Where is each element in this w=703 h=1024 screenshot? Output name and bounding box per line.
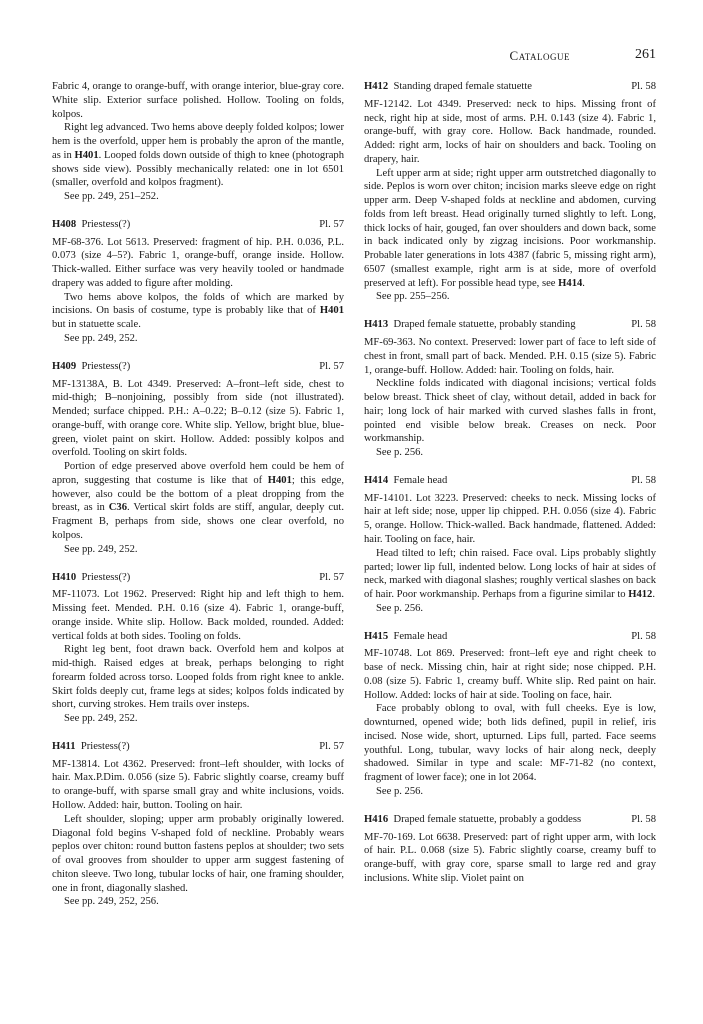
see-reference: See p. 256. bbox=[376, 602, 424, 614]
entry-title: Standing draped female statuette bbox=[393, 81, 532, 92]
paragraph: Right leg advanced. Two hems above deeply folded kolpos; lower hem is the overfold, upper hem is probably the apron of the mantle, as in H401. Looped folds down outside of thigh to knee (photograph shows side view). Possibly mechanically related: one in lot 6501 (smaller, overfold and kolpos fragment). bbox=[52, 122, 344, 189]
paragraph: Portion of edge preserved above overfold hem could be hem of apron, suggesting that costume is like that of H401; this edge, however, also could be the bottom of a pleat dropping from the breast, as in C36. Vertical skirt folds are stiff, angular, deeply cut. Fragment B, perhaps from side, shows one clear overfold, no kolpos. bbox=[52, 461, 344, 541]
catalogue-entry bbox=[52, 360, 344, 557]
paragraph: Head tilted to left; chin raised. Face oval. Lips probably slightly parted; lower lip full, indented below. Long locks of hair at sides of neck, marked with diagonal slashes; roughly vertical slashes on back of hair. Poor workmanship. Perhaps from a figurine similar to H412. bbox=[364, 547, 656, 601]
entry-heading bbox=[52, 571, 344, 585]
page-header bbox=[52, 48, 656, 68]
paragraph: Face probably oblong to oval, with full cheeks. Eye is low, downturned, opened wide; both lids defined, pupil in relief, iris incised. Nose wide, short, upturned. Lips full, parted. Face seems youthful. Long, tubular, wavy locks of hair along neck, deeply shadowed. Similar in type and scale: MF-71-82 (no context, fragment of lower face); one in lot 2064. bbox=[364, 703, 656, 784]
entry-id: H414 bbox=[364, 474, 389, 486]
entry-heading bbox=[52, 740, 344, 754]
paragraph: Two hems above kolpos, the folds of which are marked by incisions. On basis of costume, type is probably like that of H401 but in statuette scale. bbox=[52, 291, 344, 331]
entry-heading bbox=[364, 318, 656, 332]
see-reference: See p. 256. bbox=[376, 785, 424, 797]
entry-heading bbox=[52, 218, 344, 232]
running-head: Catalogue bbox=[509, 48, 570, 63]
entry-title: Draped female statuette, probably standing bbox=[393, 319, 576, 331]
plate-reference: Pl. 57 bbox=[319, 740, 344, 752]
plate-reference: Pl. 58 bbox=[631, 319, 656, 331]
paragraph: Right leg bent, foot drawn back. Overfold hem and kolpos at mid-thigh. Raised edges at break, perhaps belonging to right forearm folded across torso. Looped folds from right knee to ankle. Skirt folds deeply cut, frame legs at sides; kolpos folds indicated by short, curving strokes. Hem trails over insteps. bbox=[52, 644, 344, 711]
paragraph: Left shoulder, sloping; upper arm probably originally lowered. Diagonal fold begins V-shaped fold of neckline. Probably wears peplos over chiton: round button fastens peplos at shoulder; two sets of oval grooves from shoulder to upper arm suggest fastening of chiton sleeve. Two long, tubular locks of hair, one framing shoulder, one in front, diagonally slashed. bbox=[52, 813, 344, 894]
catalogue-entry bbox=[364, 813, 656, 886]
plate-reference: Pl. 58 bbox=[631, 813, 656, 825]
entry-title: Draped female statuette, probably a goddess bbox=[393, 813, 582, 825]
see-reference: See pp. 249, 252. bbox=[64, 543, 138, 555]
entry-id: H416 bbox=[364, 813, 389, 825]
entry-id: H412 bbox=[364, 81, 389, 92]
paragraph: MF-13814. Lot 4362. Preserved: front–left shoulder, with locks of hair. Max.P.Dim. 0.056 (size 5). Fabric slightly coarse, creamy buff to orange-buff, with sparse small gray and white inclusions, voids. Hollow. Added: hair, button. Tooling on hair. bbox=[52, 758, 344, 811]
entry-id: H410 bbox=[52, 571, 77, 583]
plate-reference: Pl. 57 bbox=[319, 218, 344, 230]
catalogue-entry bbox=[364, 80, 656, 304]
see-reference: See pp. 249, 252. bbox=[64, 333, 138, 345]
entry-heading bbox=[364, 474, 656, 488]
catalogue-entry bbox=[52, 740, 344, 909]
entry-heading bbox=[364, 813, 656, 827]
entry-title: Female head bbox=[393, 474, 448, 486]
paragraph: Left upper arm at side; right upper arm outstretched diagonally to side. Peplos is worn over chiton; incision marks sleeve edge on right upper arm. Deep V-shaped folds at neckline and abdomen, curving folds from left breast. Head originally turned slightly to left. Long, thick locks of hair, gouged, fan over shoulders and down back, some in back indicated only by zigzag incisions. Poor workmanship. Probable later generations in lots 4387 (fabric 5, missing right arm), 6507 (smallest example, right arm is at side, more of overfold preserved at left). For possible head type, see H414. bbox=[364, 167, 656, 289]
entry-id: H413 bbox=[364, 319, 389, 331]
entry-heading bbox=[52, 360, 344, 374]
see-reference: See pp. 249, 252. bbox=[64, 713, 138, 725]
plate-reference: Pl. 57 bbox=[319, 571, 344, 583]
plate-reference: Pl. 58 bbox=[631, 474, 656, 486]
paragraph: Fabric 4, orange to orange-buff, with orange interior, blue-gray core. White slip. Exterior surface polished. Hollow. Tooling on folds, kolpos. bbox=[52, 81, 344, 120]
page-number: 261 bbox=[635, 47, 656, 62]
entry-id: H411 bbox=[52, 740, 76, 752]
see-reference: See p. 256. bbox=[376, 447, 424, 459]
see-reference: See pp. 255–256. bbox=[376, 291, 450, 303]
paragraph: MF-12142. Lot 4349. Preserved: neck to hips. Missing front of neck, right hip at side, most of arms. P.H. 0.143 (size 4). Fabric 1, orange-buff, with gray core. Hollow. Back handmade, rounded. Added: right arm, locks of hair on shoulders and back. Tooling on drapery, hair. bbox=[364, 98, 656, 165]
entry-title: Priestess(?) bbox=[81, 218, 131, 230]
see-reference: See pp. 249, 252, 256. bbox=[64, 896, 159, 908]
entry-title: Priestess(?) bbox=[81, 360, 131, 372]
paragraph: MF-70-169. Lot 6638. Preserved: part of right upper arm, with lock of hair. P.L. 0.068 (size 5). Fabric slightly coarse, creamy buff to orange-buff, with gray core, sparse small to large red and gray inclusions. White slip. Violet paint on bbox=[364, 831, 656, 884]
catalogue-entry bbox=[364, 318, 656, 460]
paragraph: MF-10748. Lot 869. Preserved: front–left eye and right cheek to base of neck. Missing chin, hair at right side; nose chipped. P.H. 0.08 (size 5). Fabric 1, creamy buff. White slip. Red paint on hair. Hollow. Added: locks of hair at side. Tooling on face, hair. bbox=[364, 648, 656, 701]
entry-id: H415 bbox=[364, 630, 389, 642]
catalogue-entry bbox=[52, 571, 344, 726]
paragraph: MF-68-376. Lot 5613. Preserved: fragment of hip. P.H. 0.036, P.L. 0.073 (size 4–5?). Fabric 1, orange-buff, orange inside. Hollow. Thick-walled. Either surface was very heavily tooled or handmade drapery was added to figure after molding. bbox=[52, 236, 344, 289]
entry-id: H408 bbox=[52, 218, 77, 230]
entry-id: H409 bbox=[52, 360, 77, 372]
entry-title: Female head bbox=[393, 630, 448, 642]
entry-heading bbox=[364, 80, 656, 94]
paragraph: Neckline folds indicated with diagonal incisions; vertical folds below breast. Thick sheet of clay, without detail, added in back for hair; long lock of hair marked with curved slashes falls in front, pointed end visible below break. Creases on neck. Poor workmanship. bbox=[364, 378, 656, 445]
plate-reference: Pl. 58 bbox=[631, 81, 656, 92]
left-column bbox=[52, 80, 344, 909]
paragraph: MF-13138A, B. Lot 4349. Preserved: A–front–left side, chest to mid-thigh; B–nonjoining, possibly from side (not illustrated). Mended; surface chipped. P.H.: A–0.22; B–0.12 (size 5). Fabric 1, orange-buff, with orange core. White slip. Yellow, bright blue, blue-green, violet paint on skirt. Hollow. Added: possibly kolpos and overfold. Tooling on skirt folds. bbox=[52, 378, 344, 459]
entry-title: Priestess(?) bbox=[80, 740, 130, 752]
entry-title: Priestess(?) bbox=[81, 571, 131, 583]
see-reference: See pp. 249, 251–252. bbox=[64, 191, 159, 203]
catalogue-entry bbox=[364, 474, 656, 616]
plate-reference: Pl. 57 bbox=[319, 360, 344, 372]
paragraph: MF-11073. Lot 1962. Preserved: Right hip and left thigh to hem. Missing feet. Mended. P.H. 0.16 (size 4). Fabric 1, orange-buff, orange inside. White slip. Hollow. Back molded, rounded. Added: vertical folds at both sides. Tooling on folds. bbox=[52, 589, 344, 642]
paragraph: MF-69-363. No context. Preserved: lower part of face to left side of chest in front, small part of back. Mended. P.H. 0.15 (size 5). Fabric 1, orange-buff. Hollow. Added: hair. Tooling on folds, hair. bbox=[364, 337, 656, 376]
right-column bbox=[364, 80, 656, 886]
catalogue-entry bbox=[364, 630, 656, 799]
entry-heading bbox=[364, 630, 656, 644]
paragraph: MF-14101. Lot 3223. Preserved: cheeks to neck. Missing locks of hair at left side; nose, upper lip chipped. P.H. 0.056 (size 4). Fabric 5, orange. Hollow. Thick-walled. Back handmade, flattened. Added: hair. Tooling on face, hair. bbox=[364, 492, 656, 545]
catalogue-entry bbox=[52, 218, 344, 346]
plate-reference: Pl. 58 bbox=[631, 630, 656, 642]
